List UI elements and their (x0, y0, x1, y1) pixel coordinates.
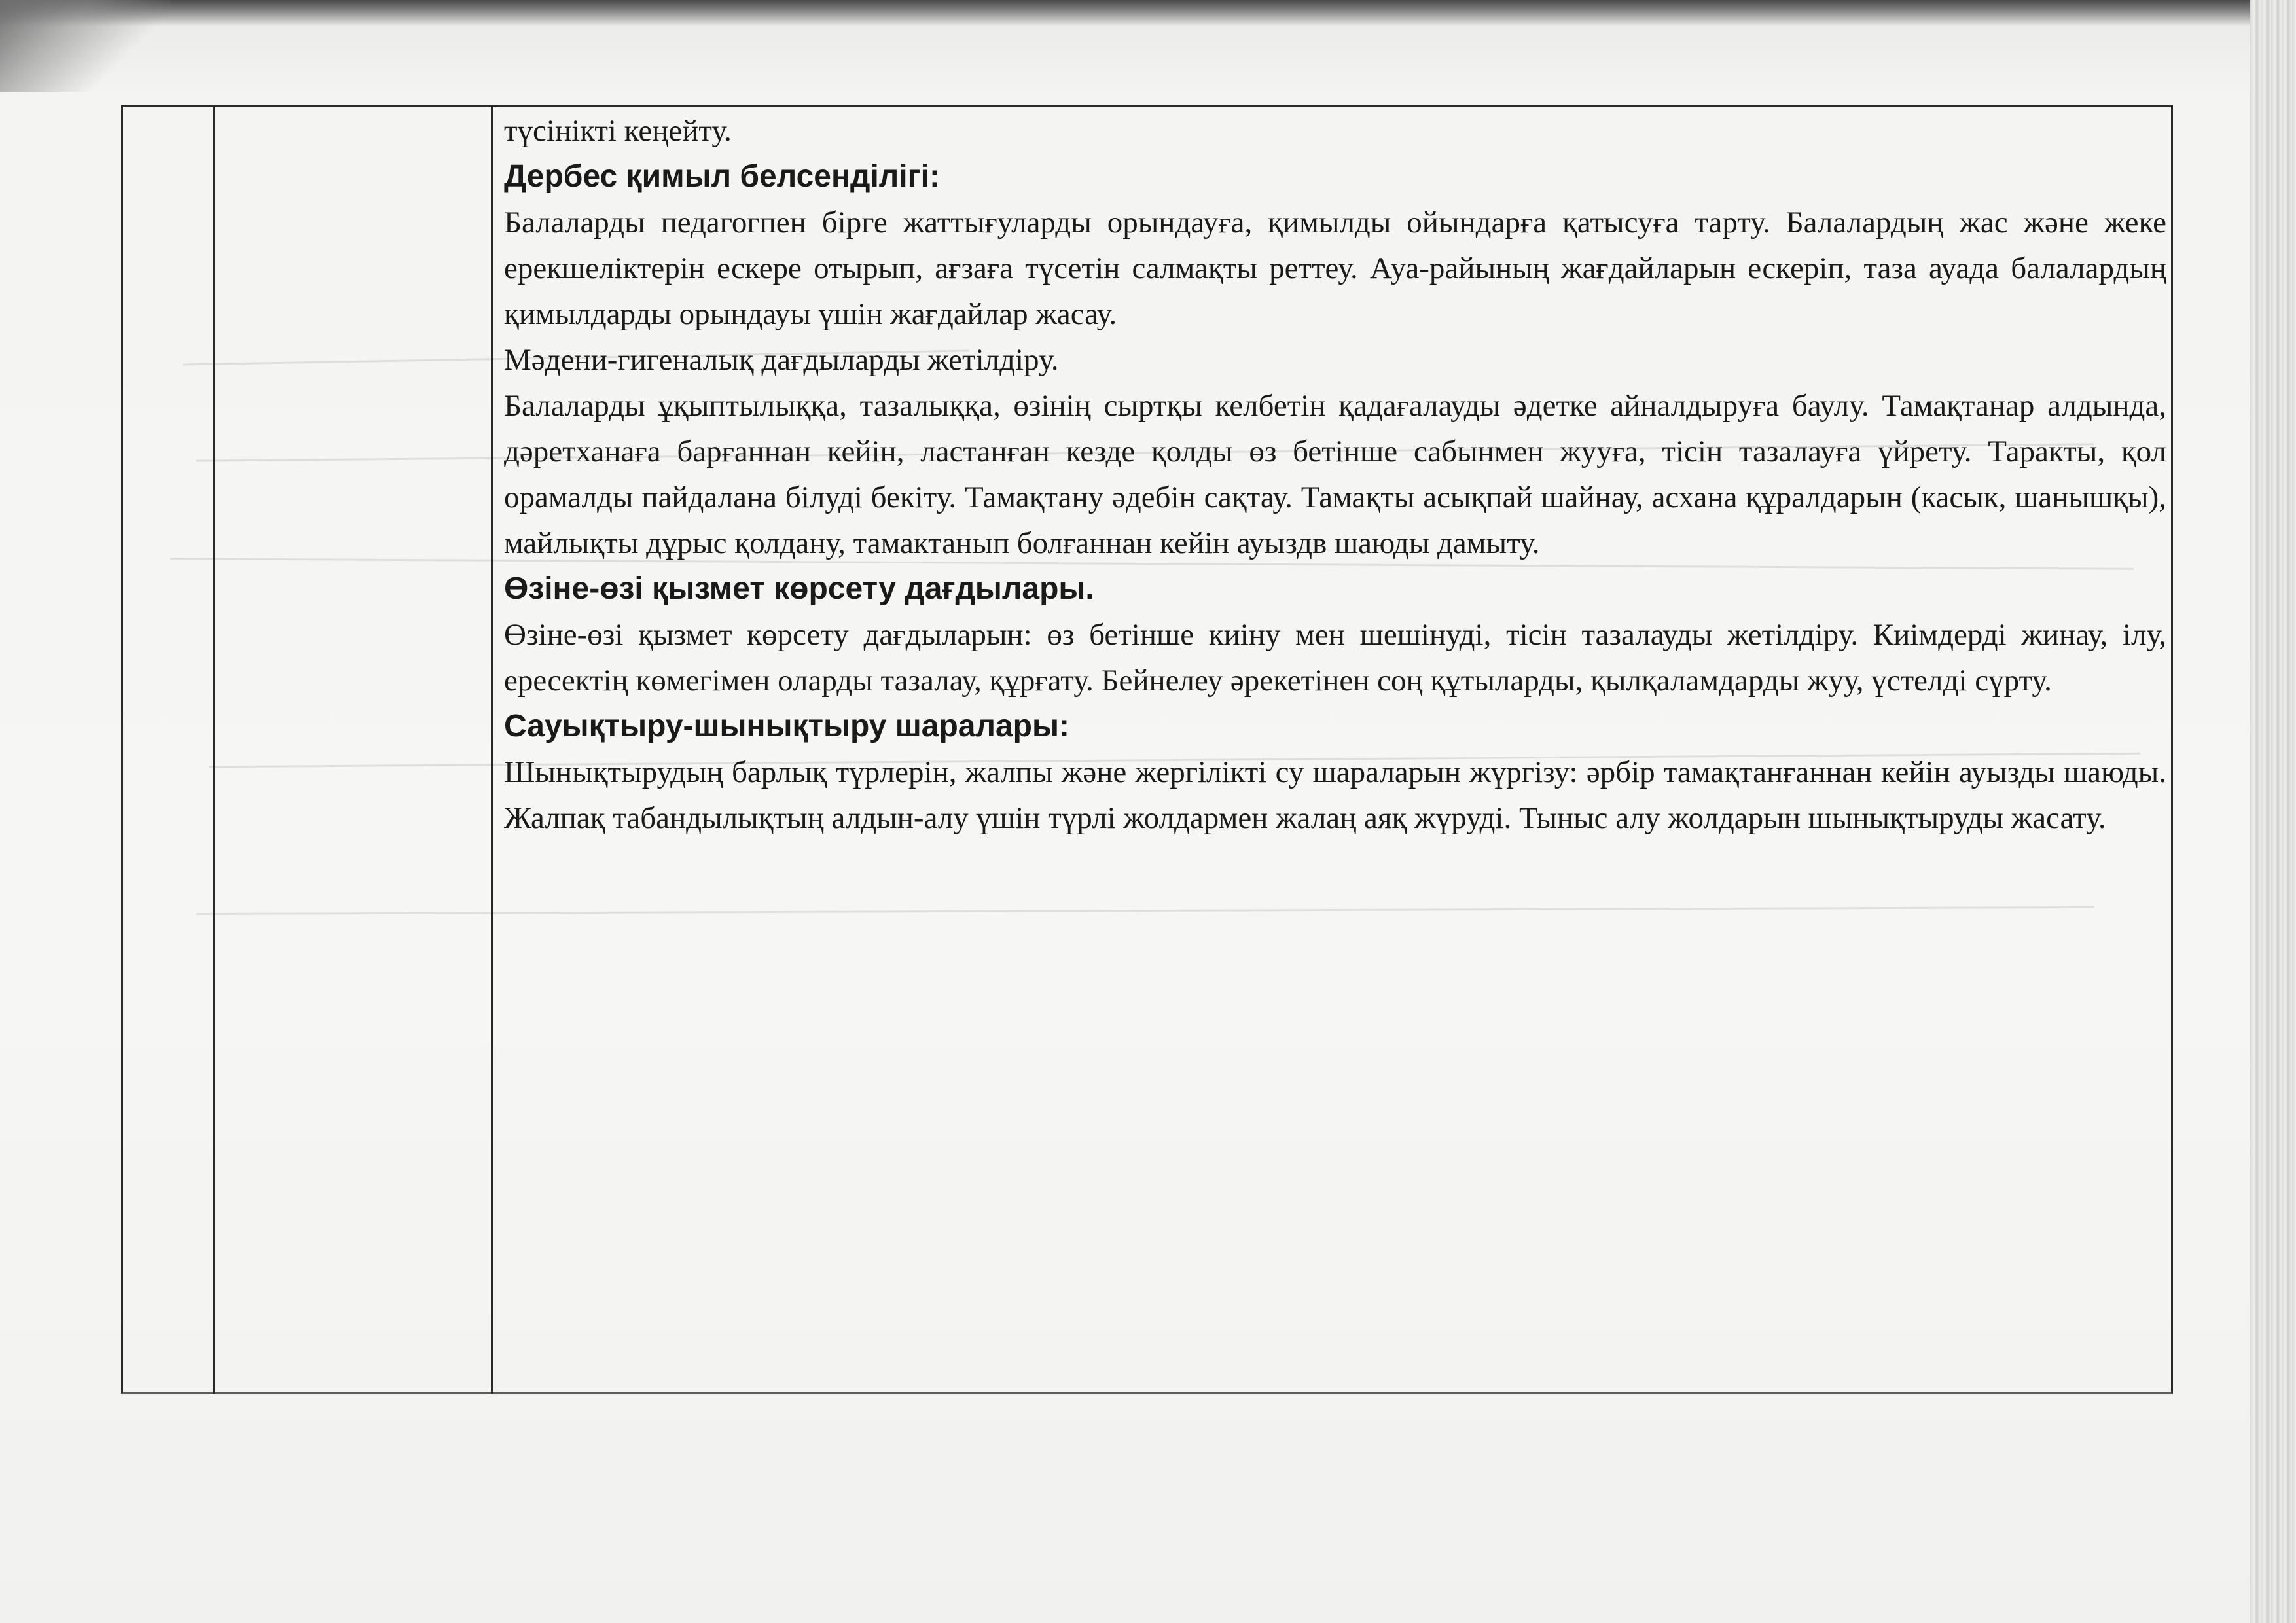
paragraph-motor-activity: Балаларды педагогпен бірге жаттығуларды орындауға, қимылды ойындарға қатысуға тарту. Балалардың жас және жеке ерекшеліктерін ескере отырып, ағзаға түсетін салмақты реттеу. Ауа-райының жағдайларын ескеріп, таза ауада балалардың қимылдарды орындауы үшін жағдайлар жасау. (504, 205, 2166, 331)
scan-right-edge (2250, 0, 2296, 1623)
scan-corner-shadow (0, 0, 170, 92)
table-cell-content (504, 108, 2166, 841)
heading-health-measures: Сауықтыру-шынықтыру шаралары: (504, 709, 1069, 743)
table-column-divider-2 (491, 105, 493, 1394)
paragraph-intro: түсінікті кеңейту. (504, 114, 732, 148)
table-column-divider-1 (213, 105, 215, 1394)
paragraph-hygiene-title: Мәдени-гигеналық дағдыларды жетілдіру. (504, 343, 1059, 377)
paragraph-self-service: Өзіне-өзі қызмет көрсету дағдыларын: өз бетінше киіну мен шешінуді, тісін тазалауды жетілдіру. Киімдерді жинау, ілу, ересектің көмегімен оларды тазалау, құрғату. Бейнелеу әрекетінен соң құтыларды, қылқаламдарды жуу, үстелді сүрту. (504, 618, 2166, 698)
scan-top-shadow (0, 0, 2265, 26)
heading-self-service: Өзіне-өзі қызмет көрсету дағдылары. (504, 571, 1094, 606)
paragraph-hygiene: Балаларды ұқыптылыққа, тазалыққа, өзінің сыртқы келбетін қадағалауды әдетке айналдыруға баулу. Тамақтанар алдында, дәретханаға барғаннан кейін, ластанған кезде қолды өз бетінше сабынмен жууға, тісін тазалауға үйрету. Таракты, қол орамалды пайдалана білуді бекіту. Тамақтану әдебін сақтау. Тамақты асықпай шайнау, асхана құралдарын (касык, шанышқы), майлықты дұрыс қолдану, тамактанып болғаннан кейін ауыздв шаюды дамыту. (504, 389, 2166, 560)
paragraph-health-measures: Шынықтырудың барлық түрлерін, жалпы және жергілікті су шараларын жүргізу: әрбір тамақтанғаннан кейін ауызды шаюды. Жалпақ табандылықтың алдын-алу үшін түрлі жолдармен жалаң аяқ жүруді. Тыныс алу жолдарын шынықтыруды жасату. (504, 755, 2166, 835)
heading-motor-activity: Дербес қимыл белсенділігі: (504, 159, 940, 194)
